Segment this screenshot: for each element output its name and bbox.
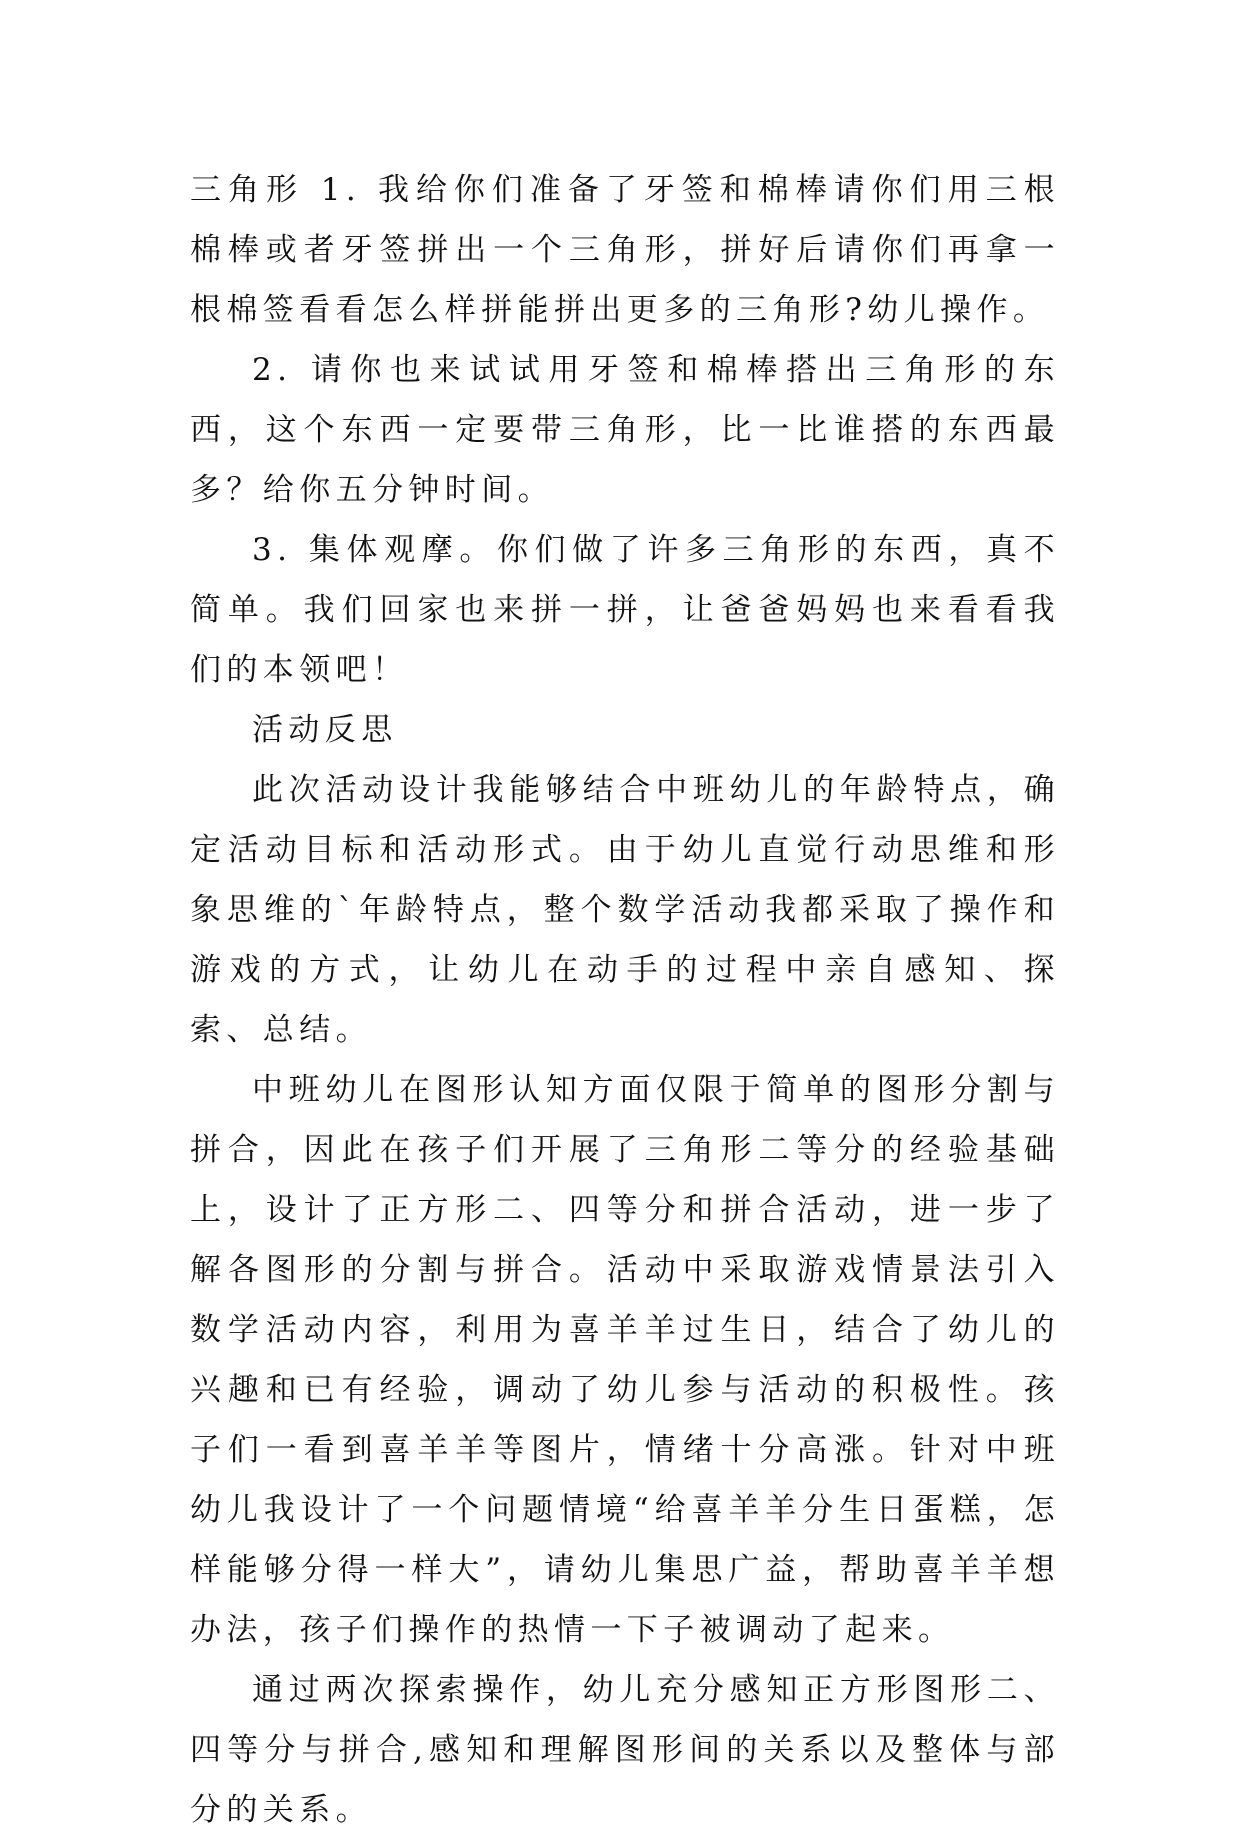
paragraph-reflection-exploration: 通过两次探索操作，幼儿充分感知正方形图形二、四等分与拼合,感知和理解图形间的关系以及整体与部分的关系。 <box>190 1672 1060 1828</box>
paragraph-triangle-task-1: 三角形 1. 我给你们准备了牙签和棉棒请你们用三根棉棒或者牙签拼出一个三角形，拼好后请你们再拿一根棉签看看怎么样拼能拼出更多的三角形?幼儿操作。 <box>190 172 1060 328</box>
paragraph-triangle-task-2: 2. 请你也来试试用牙签和棉棒搭出三角形的东西，这个东西一定要带三角形，比一比谁搭的东西最多？给你五分钟时间。 <box>190 352 1060 508</box>
paragraph-triangle-task-3: 3. 集体观摩。你们做了许多三角形的东西，真不简单。我们回家也来拼一拼，让爸爸妈妈也来看看我们的本领吧！ <box>190 532 1060 688</box>
section-heading-reflection: 活动反思 <box>252 712 398 748</box>
paragraph-reflection-shapes: 中班幼儿在图形认知方面仅限于简单的图形分割与拼合，因此在孩子们开展了三角形二等分的经验基础上，设计了正方形二、四等分和拼合活动，进一步了解各图形的分割与拼合。活动中采取游戏情景法引入数学活动内容，利用为喜羊羊过生日，结合了幼儿的兴趣和已有经验，调动了幼儿参与活动的积极性。孩子们一看到喜羊羊等图片，情绪十分高涨。针对中班幼儿我设计了一个问题情境“给喜羊羊分生日蛋糕，怎样能够分得一样大”，请幼儿集思广益，帮助喜羊羊想办法，孩子们操作的热情一下子被调动了起来。 <box>190 1072 1060 1648</box>
paragraph-reflection-design: 此次活动设计我能够结合中班幼儿的年龄特点，确定活动目标和活动形式。由于幼儿直觉行动思维和形象思维的`年龄特点，整个数学活动我都采取了操作和游戏的方式，让幼儿在动手的过程中亲自感知、探索、总结。 <box>190 772 1060 1048</box>
document-body <box>190 160 1060 1840</box>
